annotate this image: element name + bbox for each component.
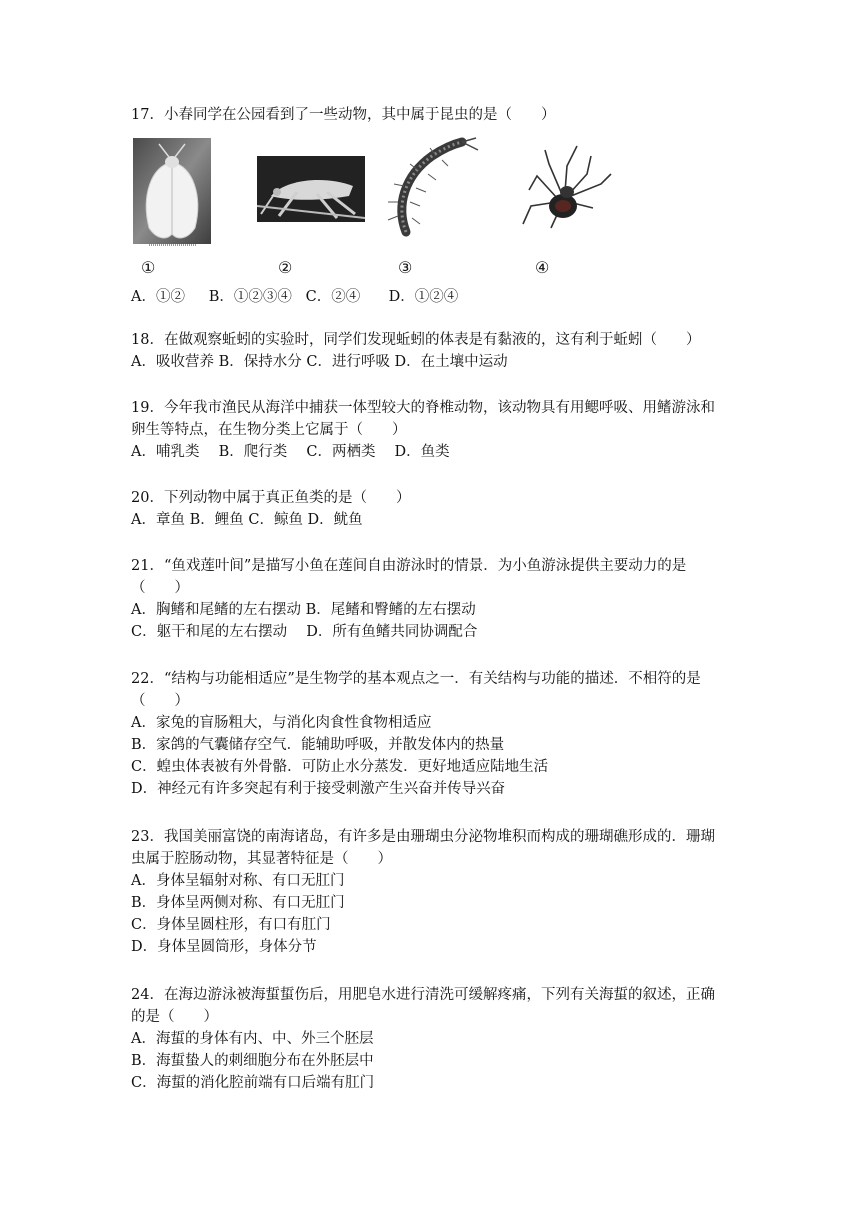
spider-image	[517, 136, 617, 236]
question-stem-line-1: 19．今年我市渔民从海洋中捕获一体型较大的脊椎动物，该动物具有用鳃呼吸、用鳍游泳和	[131, 400, 715, 416]
image-label-3: ③	[398, 258, 413, 277]
image-label-1: ①	[141, 258, 156, 277]
answer-option-c: C．蝗虫体表被有外骨骼．可防止水分蒸发．更好地适应陆地生活	[131, 759, 549, 775]
answer-option-c: C．身体呈圆柱形，有口有肛门	[131, 917, 331, 933]
question-17-options	[131, 286, 741, 308]
answer-options: A．章鱼 B．鲤鱼 C．鲸鱼 D．鱿鱼	[131, 512, 363, 528]
question-stem: 20．下列动物中属于真正鱼类的是（ ）	[131, 490, 411, 506]
question-21	[131, 555, 741, 643]
question-17-images	[131, 136, 631, 276]
question-stem-line-1: 22．“结构与功能相适应”是生物学的基本观点之一．有关结构与功能的描述．不相符的是	[131, 671, 701, 687]
question-stem-line-2: 的是（ ）	[131, 1009, 218, 1025]
question-24	[131, 984, 741, 1094]
question-stem-line-1: 21．“鱼戏莲叶间”是描写小鱼在莲间自由游泳时的情景．为小鱼游泳提供主要动力的是	[131, 558, 687, 574]
question-stem-line-2: （ ）	[131, 693, 189, 709]
answer-option-b: B．海蜇蛰人的刺细胞分布在外胚层中	[131, 1053, 374, 1069]
centipede-image	[384, 136, 484, 240]
question-stem-line-2: 卵生等特点，在生物分类上它属于（ ）	[131, 422, 407, 438]
question-stem-line-1: 24．在海边游泳被海蜇蜇伤后，用肥皂水进行清洗可缓解疼痛，下列有关海蜇的叙述，正确	[131, 987, 715, 1003]
answer-option-d: D．身体呈圆筒形，身体分节	[131, 939, 317, 955]
answer-option-a: A．家兔的盲肠粗大，与消化肉食性食物相适应	[131, 715, 432, 731]
image-label-2: ②	[278, 258, 293, 277]
answer-option-a: A．身体呈辐射对称、有口无肛门	[131, 873, 345, 889]
question-stem: 17．小春同学在公园看到了一些动物，其中属于昆虫的是（ ）	[131, 107, 556, 123]
question-17	[131, 104, 741, 126]
image-label-4: ④	[535, 258, 550, 277]
question-19	[131, 397, 741, 463]
question-18	[131, 329, 741, 373]
answer-option-c: C．海蜇的消化腔前端有口后端有肛门	[131, 1075, 375, 1091]
question-stem: 18．在做观察蚯蚓的实验时，同学们发现蚯蚓的体表是有黏液的，这有利于蚯蚓（ ）	[131, 332, 701, 348]
answer-options: A．哺乳类 B．爬行类 C．两栖类 D．鱼类	[131, 444, 450, 460]
question-22	[131, 668, 741, 800]
answer-option-b: B．身体呈两侧对称、有口无肛门	[131, 895, 345, 911]
answer-option-a: A．海蜇的身体有内、中、外三个胚层	[131, 1031, 374, 1047]
answer-option-line-2: C．躯干和尾的左右摆动 D．所有鱼鳍共同协调配合	[131, 624, 478, 640]
answer-options: A．①② B．①②③④ C．②④ D．①②④	[131, 289, 459, 305]
moth-image	[131, 136, 213, 248]
question-20	[131, 487, 741, 531]
answer-options: A．吸收营养 B．保持水分 C．进行呼吸 D．在土壤中运动	[131, 354, 508, 370]
question-stem-line-2: 虫属于腔肠动物，其显著特征是（ ）	[131, 851, 392, 867]
answer-option-line-1: A．胸鳍和尾鳍的左右摆动 B．尾鳍和臀鳍的左右摆动	[131, 602, 476, 618]
answer-option-b: B．家鸽的气囊储存空气．能辅助呼吸，并散发体内的热量	[131, 737, 505, 753]
grasshopper-image	[257, 156, 365, 226]
question-stem-line-1: 23．我国美丽富饶的南海诸岛，有许多是由珊瑚虫分泌物堆积而构成的珊瑚礁形成的．珊瑚	[131, 829, 715, 845]
question-23	[131, 826, 741, 958]
question-stem-line-2: （ ）	[131, 580, 189, 596]
answer-option-d: D．神经元有许多突起有利于接受刺激产生兴奋并传导兴奋	[131, 781, 506, 797]
